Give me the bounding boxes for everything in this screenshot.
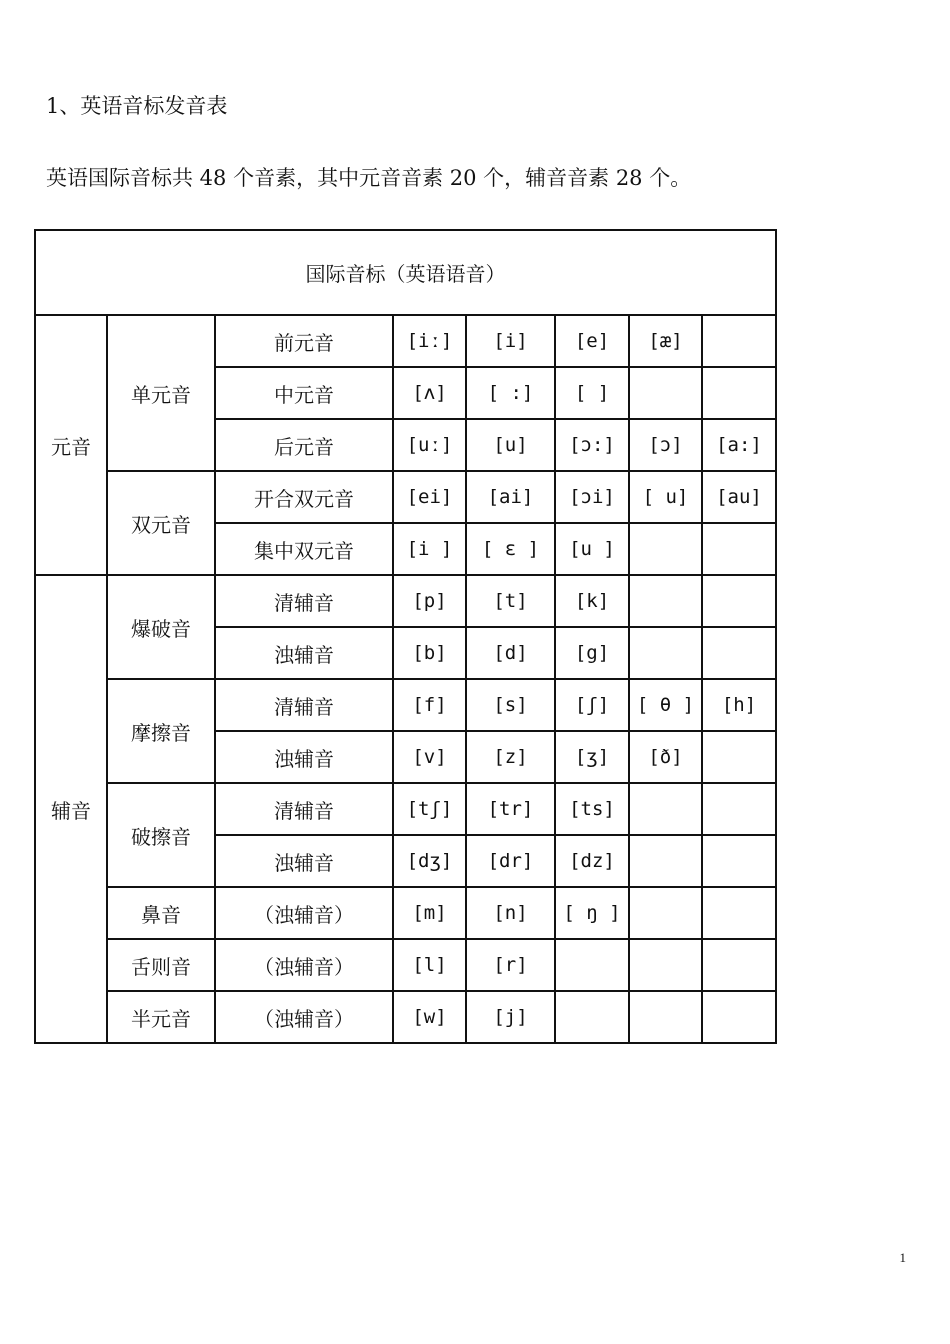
ipa-symbol <box>629 783 702 835</box>
ipa-symbol <box>702 367 776 419</box>
ipa-symbol: [f] <box>393 679 466 731</box>
ipa-symbol: [ u] <box>629 471 702 523</box>
group-consonant: 辅音 <box>35 575 107 1043</box>
ipa-symbol: [p] <box>393 575 466 627</box>
ipa-symbol: [r] <box>466 939 555 991</box>
subgroup-monophthong: 单元音 <box>107 315 215 471</box>
ipa-symbol: [ ] <box>555 367 629 419</box>
ipa-symbol <box>555 939 629 991</box>
row-type: 浊辅音 <box>215 835 393 887</box>
ipa-symbol: [tr] <box>466 783 555 835</box>
ipa-symbol: [ ŋ ] <box>555 887 629 939</box>
ipa-symbol: [j] <box>466 991 555 1043</box>
ipa-symbol: [ɔ] <box>629 419 702 471</box>
table-row <box>35 471 776 523</box>
subgroup-plosive: 爆破音 <box>107 575 215 679</box>
ipa-symbol: [h] <box>702 679 776 731</box>
ipa-symbol <box>702 835 776 887</box>
ipa-symbol: [s] <box>466 679 555 731</box>
table-row <box>35 887 776 939</box>
ipa-table <box>34 229 777 1044</box>
table-row <box>35 991 776 1043</box>
ipa-symbol <box>629 835 702 887</box>
ipa-symbol <box>629 991 702 1043</box>
ipa-symbol: [ θ ] <box>629 679 702 731</box>
section-heading: 1、英语音标发音表 <box>46 94 228 118</box>
subgroup-lateral: 舌则音 <box>107 939 215 991</box>
row-type: 浊辅音 <box>215 731 393 783</box>
ipa-symbol: [dz] <box>555 835 629 887</box>
ipa-symbol: [ :] <box>466 367 555 419</box>
ipa-symbol <box>702 731 776 783</box>
ipa-symbol: [k] <box>555 575 629 627</box>
table-row <box>35 575 776 627</box>
ipa-symbol: [g] <box>555 627 629 679</box>
ipa-symbol <box>629 523 702 575</box>
ipa-symbol: [ts] <box>555 783 629 835</box>
ipa-symbol: [t] <box>466 575 555 627</box>
ipa-symbol: [z] <box>466 731 555 783</box>
ipa-symbol: [ʌ] <box>393 367 466 419</box>
ipa-symbol: [b] <box>393 627 466 679</box>
intro-paragraph: 英语国际音标共 48 个音素，其中元音音素 20 个，辅音音素 28 个。 <box>46 166 692 190</box>
row-type: （浊辅音） <box>215 939 393 991</box>
ipa-symbol: [iː] <box>393 315 466 367</box>
ipa-symbol: [d] <box>466 627 555 679</box>
row-type: 清辅音 <box>215 783 393 835</box>
ipa-symbol: [æ] <box>629 315 702 367</box>
ipa-symbol: [u ] <box>555 523 629 575</box>
ipa-symbol <box>702 887 776 939</box>
row-type: 开合双元音 <box>215 471 393 523</box>
row-type: 前元音 <box>215 315 393 367</box>
group-vowel: 元音 <box>35 315 107 575</box>
ipa-symbol: [m] <box>393 887 466 939</box>
ipa-symbol: [au] <box>702 471 776 523</box>
ipa-symbol: [i ] <box>393 523 466 575</box>
row-type: 清辅音 <box>215 679 393 731</box>
ipa-symbol: [ɔ:] <box>555 419 629 471</box>
ipa-symbol: [i] <box>466 315 555 367</box>
ipa-symbol <box>629 367 702 419</box>
row-type: （浊辅音） <box>215 991 393 1043</box>
ipa-symbol <box>702 523 776 575</box>
row-type: 清辅音 <box>215 575 393 627</box>
ipa-symbol: [ʃ] <box>555 679 629 731</box>
ipa-symbol: [w] <box>393 991 466 1043</box>
ipa-symbol <box>702 315 776 367</box>
ipa-symbol <box>702 627 776 679</box>
ipa-symbol: [ð] <box>629 731 702 783</box>
row-type: 中元音 <box>215 367 393 419</box>
ipa-symbol: [e] <box>555 315 629 367</box>
subgroup-affricate: 破擦音 <box>107 783 215 887</box>
ipa-symbol <box>702 939 776 991</box>
ipa-symbol: [ ɛ ] <box>466 523 555 575</box>
table-title: 国际音标（英语语音） <box>35 230 776 315</box>
ipa-symbol: [uː] <box>393 419 466 471</box>
ipa-symbol: [u] <box>466 419 555 471</box>
subgroup-semivowel: 半元音 <box>107 991 215 1043</box>
ipa-symbol: [v] <box>393 731 466 783</box>
ipa-symbol <box>629 575 702 627</box>
row-type: （浊辅音） <box>215 887 393 939</box>
table-row <box>35 939 776 991</box>
ipa-symbol: [n] <box>466 887 555 939</box>
table-row <box>35 679 776 731</box>
ipa-symbol: [dr] <box>466 835 555 887</box>
subgroup-diphthong: 双元音 <box>107 471 215 575</box>
table-row <box>35 315 776 367</box>
subgroup-nasal: 鼻音 <box>107 887 215 939</box>
ipa-symbol: [l] <box>393 939 466 991</box>
ipa-symbol <box>555 991 629 1043</box>
ipa-symbol: [ai] <box>466 471 555 523</box>
page-number: 1 <box>899 1250 906 1265</box>
row-type: 浊辅音 <box>215 627 393 679</box>
ipa-symbol <box>702 991 776 1043</box>
ipa-symbol: [a:] <box>702 419 776 471</box>
ipa-symbol <box>629 887 702 939</box>
ipa-symbol <box>702 783 776 835</box>
ipa-symbol: [dʒ] <box>393 835 466 887</box>
ipa-symbol: [ɔi] <box>555 471 629 523</box>
subgroup-fricative: 摩擦音 <box>107 679 215 783</box>
ipa-symbol <box>702 575 776 627</box>
ipa-symbol: [ei] <box>393 471 466 523</box>
table-row <box>35 783 776 835</box>
ipa-symbol: [tʃ] <box>393 783 466 835</box>
row-type: 集中双元音 <box>215 523 393 575</box>
ipa-symbol <box>629 939 702 991</box>
ipa-symbol: [ʒ] <box>555 731 629 783</box>
row-type: 后元音 <box>215 419 393 471</box>
ipa-symbol <box>629 627 702 679</box>
